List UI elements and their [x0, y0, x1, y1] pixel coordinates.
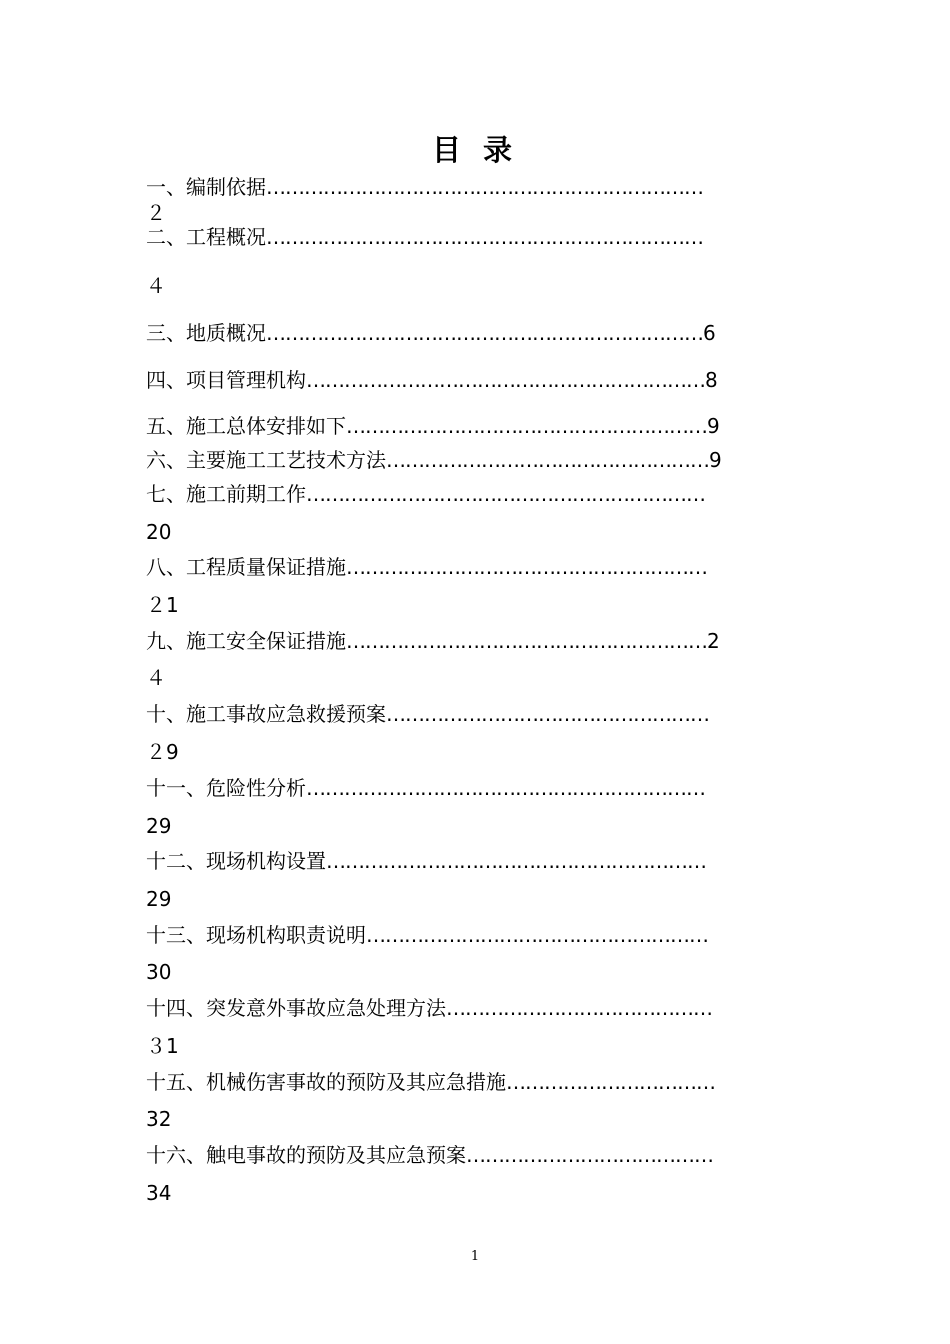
toc-entry-leader: ………………………………………………………8: [306, 368, 717, 392]
toc-entry-label: 十一、危险性分析: [146, 776, 306, 800]
toc-entry-leader: …………………………………: [466, 1143, 713, 1167]
toc-entry-leader: ……………………………………………………………: [266, 225, 703, 249]
toc-entry[interactable]: [146, 628, 806, 654]
toc-entry-page: ４: [146, 666, 166, 690]
toc-entry-label: 十三、现场机构职责说明: [146, 923, 366, 947]
toc-entry-leader: ………………………………………………………: [306, 482, 705, 506]
toc-entry-page: ２: [146, 201, 166, 225]
toc-entry-page: 20: [146, 520, 172, 544]
toc-entry-leader: ……………………………………………………………: [266, 175, 703, 199]
toc-entry-label: 九、施工安全保证措施: [146, 629, 346, 653]
toc-entry-label: 十、施工事故应急救援预案: [146, 702, 386, 726]
toc-entry[interactable]: [146, 224, 806, 250]
toc-entry-page: 32: [146, 1107, 172, 1131]
toc-entry[interactable]: [146, 367, 806, 393]
toc-entry-label: 十六、触电事故的预防及其应急预案: [146, 1143, 466, 1167]
toc-entry-label: 一、编制依据: [146, 175, 266, 199]
toc-entry-page: ４: [146, 274, 166, 298]
toc-entry-label: 八、工程质量保证措施: [146, 555, 346, 579]
page-title: 目 录: [431, 133, 519, 167]
toc-entry-page: 29: [146, 814, 172, 838]
toc-entry[interactable]: [146, 413, 806, 439]
toc-entry-label: 四、项目管理机构: [146, 368, 306, 392]
toc-entry-leader: ……………………………: [506, 1070, 715, 1094]
toc-entry-leader: ………………………………………………………: [306, 776, 705, 800]
toc-entry[interactable]: [146, 554, 806, 580]
toc-entry-leader: ……………………………………………9: [386, 448, 721, 472]
toc-entry-leader: …………………………………………………: [346, 555, 707, 579]
toc-entry-leader: …………………………………………………9: [346, 414, 719, 438]
toc-entry-leader: ……………………………………………………: [326, 849, 706, 873]
toc-entry[interactable]: [146, 447, 806, 473]
toc-entry[interactable]: [146, 174, 806, 200]
toc-entry-page: 30: [146, 960, 172, 984]
toc-entry-page: 34: [146, 1181, 172, 1205]
toc-entry[interactable]: [146, 922, 806, 948]
toc-entry-label: 三、地质概况: [146, 321, 266, 345]
toc-entry-leader: …………………………………………………2: [346, 629, 719, 653]
toc-entry-page: ２9: [146, 740, 179, 764]
toc-entry-page: 29: [146, 887, 172, 911]
toc-entry-label: 十四、突发意外事故应急处理方法: [146, 996, 446, 1020]
toc-entry[interactable]: [146, 481, 806, 507]
toc-entry[interactable]: [146, 1069, 806, 1095]
toc-entry-page: ２1: [146, 593, 179, 617]
toc-entry[interactable]: [146, 775, 806, 801]
footer-page-number: 1: [470, 1249, 480, 1264]
toc-entry-label: 七、施工前期工作: [146, 482, 306, 506]
toc-entry-label: 五、施工总体安排如下: [146, 414, 346, 438]
toc-entry-label: 六、主要施工工艺技术方法: [146, 448, 386, 472]
toc-entry-leader: ……………………………………: [446, 996, 712, 1020]
toc-entry[interactable]: [146, 701, 806, 727]
toc-entry-leader: ………………………………………………: [366, 923, 708, 947]
toc-entry[interactable]: [146, 848, 806, 874]
toc-entry-label: 二、工程概况: [146, 225, 266, 249]
toc-entry-page: ３1: [146, 1034, 179, 1058]
toc-entry[interactable]: [146, 995, 806, 1021]
toc-entry-label: 十五、机械伤害事故的预防及其应急措施: [146, 1070, 506, 1094]
toc-entry-leader: ……………………………………………………………6: [266, 321, 715, 345]
toc-entry[interactable]: [146, 1142, 806, 1168]
toc-entry[interactable]: [146, 320, 806, 346]
toc-entry-label: 十二、现场机构设置: [146, 849, 326, 873]
toc-entry-leader: ……………………………………………: [386, 702, 709, 726]
